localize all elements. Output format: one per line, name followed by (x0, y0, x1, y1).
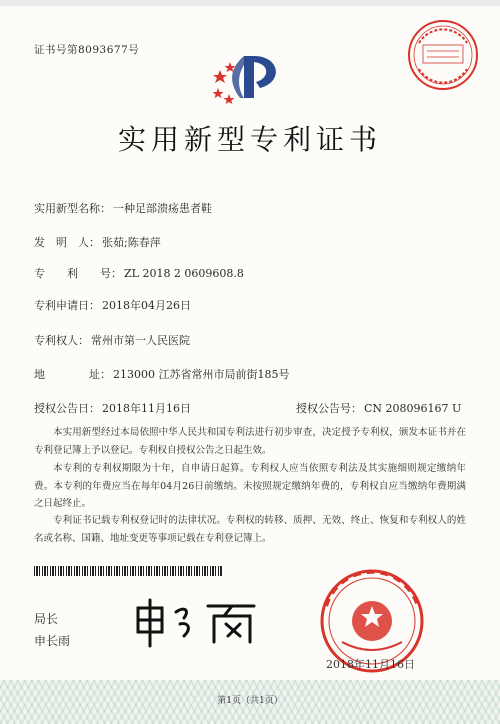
address-row (34, 366, 289, 382)
barcode (34, 566, 222, 576)
certificate-number: 证书号第8093677号 (34, 44, 140, 56)
statement-paragraph-1: 本实用新型经过本局依照中华人民共和国专利法进行初步审查，决定授予专利权，颁发本证书并在专利登记簿上予以登记。专利权自授权公告之日起生效。 (34, 427, 466, 456)
seal-date: 2018年11月16日 (326, 658, 415, 671)
director-signature-icon (132, 598, 262, 648)
patentee-row (34, 332, 190, 348)
grant-number-row (296, 400, 461, 416)
office-seal-icon (405, 17, 481, 93)
grant-date-label: 授权公告日： (34, 402, 100, 415)
grant-number-value: CN 208096167 U (364, 402, 462, 415)
patent-number-label: 专 利 号： (34, 267, 122, 280)
inventor-row (34, 234, 161, 250)
utility-model-name-value: 一种足部溃疡患者鞋 (113, 202, 212, 215)
patentee-value: 常州市第一人民医院 (91, 334, 190, 347)
cnipa-logo-icon (210, 48, 290, 106)
director-name: 申长雨 (34, 634, 71, 648)
page-number: 第1页（共1页） (217, 696, 283, 706)
address-value: 213000 江苏省常州市局前街185号 (113, 368, 290, 381)
utility-model-name-row (34, 200, 212, 216)
decorative-top-border (0, 0, 500, 6)
patent-number-row (34, 265, 244, 281)
certificate-title: 实用新型专利证书 (117, 123, 382, 156)
application-date-value: 2018年04月26日 (102, 299, 191, 312)
grant-date-value: 2018年11月16日 (102, 402, 191, 415)
address-label: 地 址： (34, 368, 111, 381)
application-date-row (34, 297, 191, 313)
director-title: 局长 (34, 612, 59, 626)
grant-number-label: 授权公告号： (296, 402, 362, 415)
statement-paragraph-2: 本专利的专利权期限为十年，自申请日起算。专利权人应当依照专利法及其实施细则规定缴纳年费。本专利的年费应当在每年04月26日前缴纳。未按照规定缴纳年费的，专利权自应当缴纳年费期满之日起终止。 (34, 463, 466, 510)
patent-number-value: ZL 2018 2 0609608.8 (124, 267, 244, 280)
inventor-label: 发 明 人： (34, 236, 100, 249)
application-date-label: 专利申请日： (34, 299, 100, 312)
inventor-value: 张茹;陈春萍 (102, 236, 161, 249)
utility-model-name-label: 实用新型名称： (34, 202, 111, 215)
grant-date-row (34, 400, 191, 416)
statement-paragraph-3: 专利证书记载专利权登记时的法律状况。专利权的转移、质押、无效、终止、恢复和专利权人的姓名或名称、国籍、地址变更等事项记载在专利登记簿上。 (34, 515, 466, 544)
patentee-label: 专利权人： (34, 334, 89, 347)
